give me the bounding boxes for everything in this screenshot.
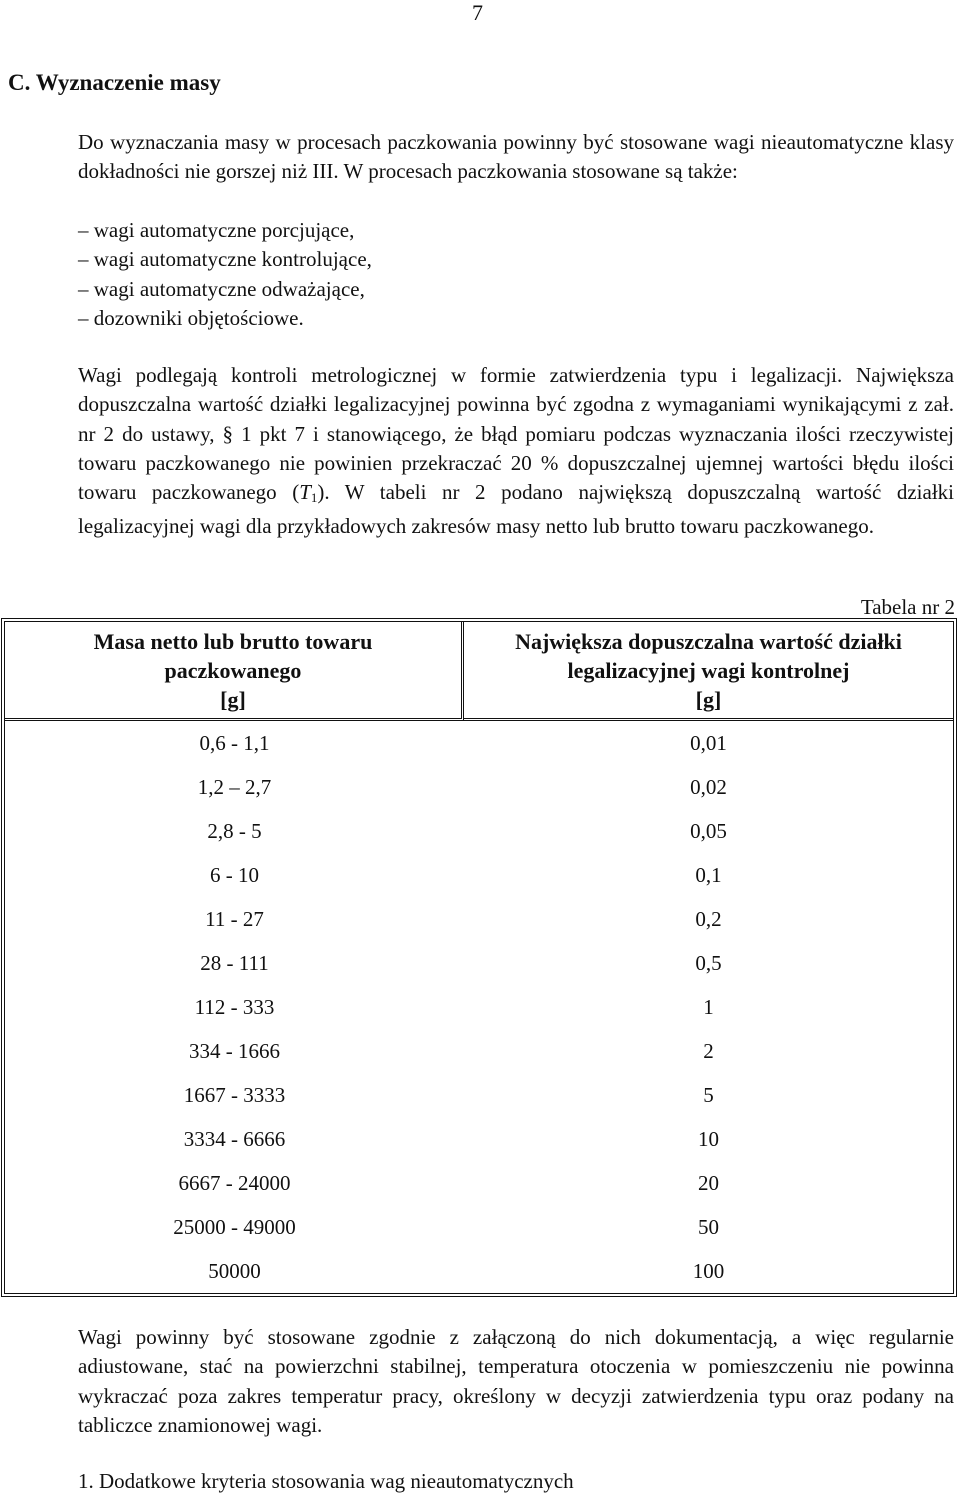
mass-range-cell: 1,2 – 2,7 (197, 774, 272, 799)
table-row (5, 1073, 953, 1117)
header-mass-line2: paczkowanego (164, 657, 302, 683)
header-max-division (464, 622, 953, 721)
scale-types-list (78, 216, 372, 333)
mass-range-cell: 1667 - 3333 (183, 1082, 286, 1107)
section-title: C. Wyznaczenie masy (8, 70, 221, 95)
legalization-paragraph (78, 361, 954, 542)
table-row (5, 941, 953, 985)
division-value-cell: 2 (703, 1038, 714, 1063)
mass-range-cell: 3334 - 6666 (183, 1126, 286, 1151)
division-value-cell: 0,5 (695, 950, 722, 975)
list-item: – wagi automatyczne porcjujące, (78, 218, 355, 242)
para2-text-end: ). W tabeli nr 2 podano największą dopuszczalną wartość działki legalizacyjnej wagi dla przykładowych zakresów masy netto lub brutto towaru paczkowanego. (78, 480, 954, 539)
mass-range-cell: 2,8 - 5 (207, 818, 262, 843)
t1-subscript: 1 (310, 490, 318, 506)
table-row (5, 1249, 953, 1293)
table-row (5, 765, 953, 809)
table-caption: Tabela nr 2 (860, 595, 955, 619)
table-row (5, 809, 953, 853)
mass-range-cell: 50000 (208, 1258, 261, 1283)
list-item: – wagi automatyczne kontrolujące, (78, 247, 372, 272)
division-value-cell: 0,2 (695, 906, 722, 931)
table-header-row (5, 622, 953, 721)
legalization-text (78, 361, 954, 542)
table-row (5, 1161, 953, 1205)
mass-range-cell: 6667 - 24000 (178, 1170, 291, 1195)
mass-range-cell: 0,6 - 1,1 (199, 730, 270, 755)
intro-paragraph (78, 128, 954, 187)
division-value-cell: 5 (703, 1082, 714, 1107)
division-value-cell: 0,02 (690, 774, 727, 799)
header-mass-unit: [g] (220, 686, 246, 712)
header-division-unit: [g] (695, 686, 722, 712)
list-item: – dozowniki objętościowe. (78, 305, 304, 330)
usage-paragraph (78, 1323, 954, 1440)
usage-text: Wagi powinny być stosowane zgodnie z załączoną do nich dokumentacją, a więc regularnie adiustowane, stać na powierzchni stabilnej, temperatura otoczenia w pomieszczeniu nie powinna wykraczać poza zakres temperatur pracy, określony w decyzji zatwierdzenia typu oraz podany na tabliczce znamionowej wagi. (78, 1325, 954, 1437)
mass-range-cell: 25000 - 49000 (173, 1214, 296, 1239)
mass-range-cell: 6 - 10 (210, 862, 259, 887)
division-value-cell: 50 (698, 1214, 719, 1239)
para2-text-start: Wagi podlegają kontroli metrologicznej w formie zatwierdzenia typu i legalizacji. Największa dopuszczalna wartość działki legalizacyjnej powinna być zgodna z wymaganiami wynikającymi z zał. nr 2 do ustawy, § 1 pkt 7 i stanowiącego, że błąd pomiaru podczas wyznaczania ilości rzeczywistej towaru paczkowanego nie powinien przekraczać 20 % dopuszczalnej ujemnej wartości błędu ilości towaru paczkowanego ( (78, 363, 954, 505)
table-row (5, 1117, 953, 1161)
table-row (5, 853, 953, 897)
header-mass-line1: Masa netto lub brutto towaru (93, 628, 373, 654)
table-row (5, 721, 953, 765)
division-value-cell: 10 (698, 1126, 719, 1151)
division-value-cell: 100 (692, 1258, 725, 1283)
division-value-cell: 1 (703, 994, 714, 1019)
division-value-cell: 20 (698, 1170, 719, 1195)
division-value-cell: 0,05 (690, 818, 727, 843)
table-row (5, 1205, 953, 1249)
subsection-heading: 1. Dodatkowe kryteria stosowania wag nieautomatycznych (78, 1469, 574, 1493)
page-number: 7 (472, 0, 483, 25)
table-row (5, 985, 953, 1029)
list-item: – wagi automatyczne odważające, (78, 276, 365, 301)
table-row (5, 1029, 953, 1073)
mass-range-cell: 334 - 1666 (189, 1038, 280, 1063)
header-division-line1: Największa dopuszczalna wartość działki (515, 628, 902, 654)
header-mass-range (5, 622, 464, 721)
header-division-line2: legalizacyjnej wagi kontrolnej (567, 657, 850, 683)
division-value-table (4, 621, 954, 1294)
division-value-cell: 0,1 (695, 862, 722, 887)
t1-symbol: T (299, 480, 311, 505)
mass-range-cell: 112 - 333 (194, 994, 275, 1019)
mass-range-cell: 28 - 111 (200, 950, 269, 975)
mass-range-cell: 11 - 27 (205, 906, 264, 931)
table-row (5, 897, 953, 941)
division-value-cell: 0,01 (690, 730, 727, 755)
intro-text: Do wyznaczania masy w procesach paczkowania powinny być stosowane wagi nieautomatyczne klasy dokładności nie gorszej niż III. W procesach paczkowania stosowane są także: (78, 130, 954, 184)
